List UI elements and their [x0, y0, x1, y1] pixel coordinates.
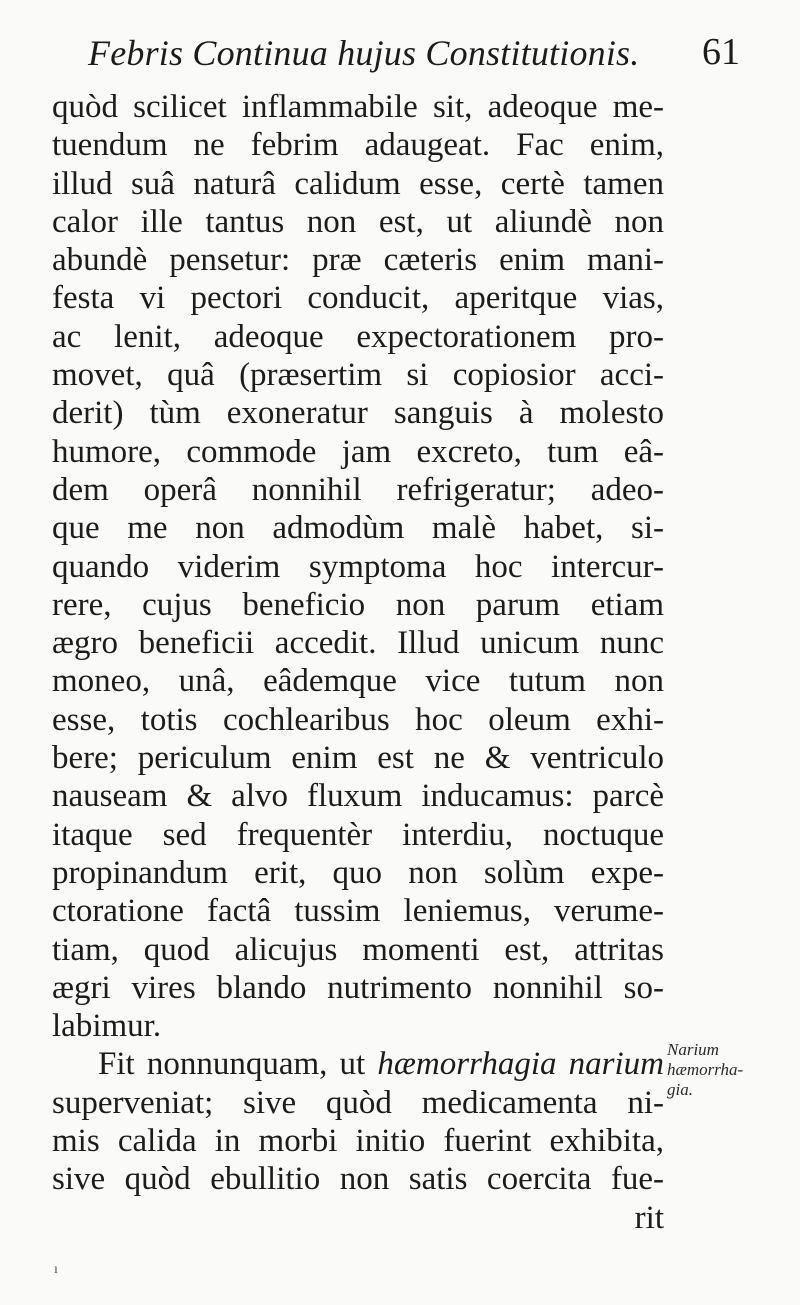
paragraph-2	[52, 1045, 664, 1236]
bottom-mark: ı	[54, 1262, 58, 1277]
text-line: propinandum erit, quo non solùm expe-	[52, 854, 664, 891]
marginal-note-line: Narium	[667, 1040, 719, 1059]
text-line: ægro beneficii accedit. Illud unicum nunc	[52, 625, 664, 662]
text-line: mis calida in morbi initio fuerint exhibita,	[52, 1123, 664, 1160]
text-line: labimur.	[52, 1008, 162, 1045]
text-line: movet, quâ (præsertim si copiosior acci-	[52, 357, 664, 394]
paragraph-1	[52, 88, 664, 1045]
catchword: rit	[634, 1199, 664, 1236]
text-line: ægri vires blando nutrimento nonnihil so-	[52, 969, 664, 1006]
text-line: tiam, quod alicujus momenti est, attritas	[52, 931, 664, 968]
text-line: dem operâ nonnihil refrigeratur; adeo-	[52, 471, 664, 508]
marginal-note-line: gia.	[667, 1080, 693, 1099]
text-run: Fit nonnunquam, ut	[98, 1046, 378, 1083]
text-line: humore, commode jam excreto, tum eâ-	[52, 433, 664, 470]
text-line: superveniat; sive quòd medicamenta ni-	[52, 1084, 664, 1121]
text-line: quòd scilicet inflammabile sit, adeoque me-	[52, 89, 664, 125]
text-line: rere, cujus beneficio non parum etiam	[52, 586, 664, 623]
text-line: festa vi pectori conducit, aperitque vias,	[52, 280, 664, 317]
page-header	[88, 26, 738, 82]
text-line: calor ille tantus non est, ut aliundè non	[52, 203, 664, 240]
text-line: abundè pensetur: præ cæteris enim mani-	[52, 242, 664, 279]
text-line: ctoratione factâ tussim leniemus, verume-	[52, 893, 664, 930]
text-line: itaque sed frequentèr interdiu, noctuque	[52, 816, 664, 853]
text-line: moneo, unâ, eâdemque vice tutum non	[52, 663, 664, 700]
running-title: Febris Continua hujus Constitutionis.	[88, 33, 640, 73]
marginal-note-line: hæmorrha-	[667, 1060, 744, 1079]
body-text	[52, 88, 664, 1237]
marginal-note	[667, 1040, 777, 1100]
text-line: ac lenit, adeoque expectorationem pro-	[52, 318, 664, 355]
text-line: esse, totis cochlearibus hoc oleum exhi-	[52, 701, 664, 738]
text-line: bere; periculum enim est ne & ventriculo	[52, 740, 664, 777]
text-line: derit) tùm exoneratur sanguis à molesto	[52, 395, 664, 432]
text-line: tuendum ne febrim adaugeat. Fac enim,	[52, 127, 664, 164]
text-line	[52, 1045, 664, 1083]
italic-term: hæmorrhagia narium	[377, 1046, 664, 1083]
text-line: illud suâ naturâ calidum esse, certè tamen	[52, 165, 664, 202]
text-line: sive quòd ebullitio non satis coercita fue-	[52, 1161, 664, 1198]
text-line: nauseam & alvo fluxum inducamus: parcè	[52, 778, 664, 815]
page-number: 61	[702, 31, 740, 73]
text-line: quando viderim symptoma hoc intercur-	[52, 548, 664, 585]
text-line: que me non admodùm malè habet, si-	[52, 510, 664, 547]
